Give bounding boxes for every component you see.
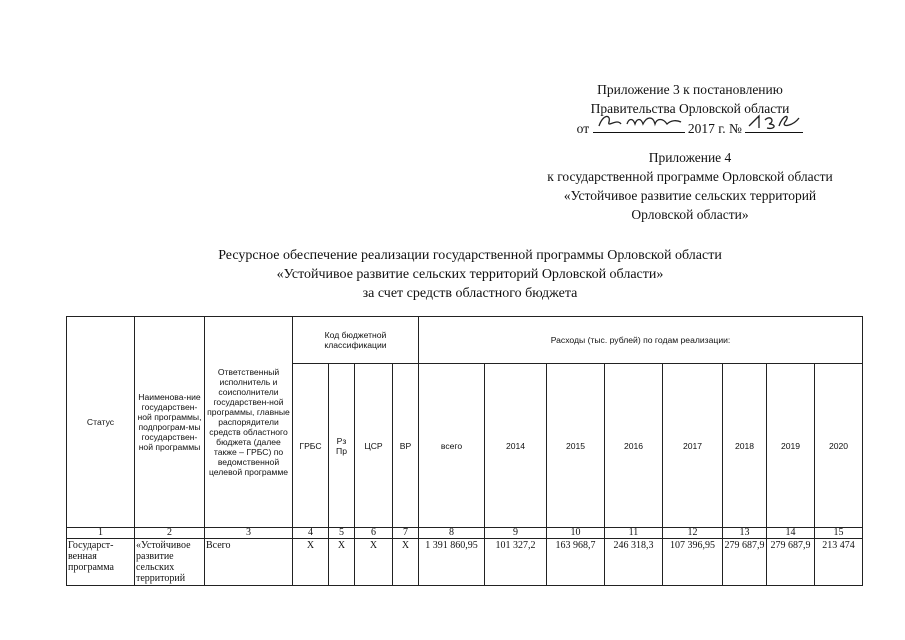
column-number: 10 bbox=[547, 528, 605, 539]
header-status: Статус bbox=[67, 317, 135, 528]
cell-vr: Х bbox=[393, 539, 419, 586]
header-year-2017: 2017 bbox=[663, 364, 723, 528]
cell-2016: 246 318,3 bbox=[605, 539, 663, 586]
cell-2018: 279 687,9 bbox=[723, 539, 767, 586]
column-number: 5 bbox=[329, 528, 355, 539]
header-vr: ВР bbox=[393, 364, 419, 528]
column-number: 2 bbox=[135, 528, 205, 539]
cell-2014: 101 327,2 bbox=[485, 539, 547, 586]
header-year-2020: 2020 bbox=[815, 364, 863, 528]
header-responsible: Ответственный исполнитель и соисполнители государствен-ной программы, главные распорядители средств областного бюджета (далее также – ГРБС) по ведомственной целевой программе bbox=[205, 317, 293, 528]
header-year-2016: 2016 bbox=[605, 364, 663, 528]
appendix-4-line3: «Устойчивое развитие сельских территорий bbox=[563, 188, 817, 203]
header-year-2015: 2015 bbox=[547, 364, 605, 528]
header-year-2014: 2014 bbox=[485, 364, 547, 528]
cell-total: 1 391 860,95 bbox=[419, 539, 485, 586]
cell-2017: 107 396,95 bbox=[663, 539, 723, 586]
document-title bbox=[140, 246, 800, 303]
cell-rzpr: Х bbox=[329, 539, 355, 586]
column-number: 9 bbox=[485, 528, 547, 539]
cell-status: Государст-венная программа bbox=[67, 539, 135, 586]
appendix-4-header bbox=[510, 148, 870, 224]
cell-grbs: Х bbox=[293, 539, 329, 586]
column-number: 8 bbox=[419, 528, 485, 539]
header-year-2019: 2019 bbox=[767, 364, 815, 528]
title-line3: за счет средств областного бюджета bbox=[362, 286, 578, 301]
appendix-3-line1: Приложение 3 к постановлению bbox=[597, 82, 783, 97]
cell-2019: 279 687,9 bbox=[767, 539, 815, 586]
handwritten-date-signature bbox=[593, 118, 685, 133]
header-expenses: Расходы (тыс. рублей) по годам реализации: bbox=[419, 317, 863, 364]
appendix-3-date-line bbox=[560, 118, 820, 138]
year-number-label: 2017 г. № bbox=[687, 121, 742, 136]
header-total: всего bbox=[419, 364, 485, 528]
column-number: 1 bbox=[67, 528, 135, 539]
title-line1: Ресурсное обеспечение реализации государственной программы Орловской области bbox=[218, 248, 722, 263]
header-grbs: ГРБС bbox=[293, 364, 329, 528]
appendix-3-line2: Правительства Орловской области bbox=[590, 101, 790, 116]
header-csr: ЦСР bbox=[355, 364, 393, 528]
header-rzpr: Рз Пр bbox=[329, 364, 355, 528]
cell-responsible: Всего bbox=[205, 539, 293, 586]
appendix-3-header bbox=[560, 80, 820, 138]
column-number-row bbox=[67, 528, 863, 539]
handwritten-number-signature bbox=[745, 118, 803, 133]
column-number: 14 bbox=[767, 528, 815, 539]
cell-name: «Устойчивое развитие сельских территорий bbox=[135, 539, 205, 586]
title-line2: «Устойчивое развитие сельских территорий Орловской области» bbox=[276, 267, 664, 282]
column-number: 15 bbox=[815, 528, 863, 539]
column-number: 3 bbox=[205, 528, 293, 539]
header-name: Наименова-ние государствен-ной программы, подпрограм-мы государствен-ной программы bbox=[135, 317, 205, 528]
header-year-2018: 2018 bbox=[723, 364, 767, 528]
appendix-4-line4: Орловской области» bbox=[631, 207, 749, 222]
column-number: 13 bbox=[723, 528, 767, 539]
appendix-4-line2: к государственной программе Орловской области bbox=[547, 169, 833, 184]
column-number: 4 bbox=[293, 528, 329, 539]
resource-table bbox=[66, 316, 863, 586]
column-number: 11 bbox=[605, 528, 663, 539]
cell-2015: 163 968,7 bbox=[547, 539, 605, 586]
cell-csr: Х bbox=[355, 539, 393, 586]
column-number: 7 bbox=[393, 528, 419, 539]
appendix-4-line1: Приложение 4 bbox=[648, 150, 732, 165]
table-row bbox=[67, 539, 863, 586]
column-number: 6 bbox=[355, 528, 393, 539]
header-budget-code: Код бюджетной классификации bbox=[293, 317, 419, 364]
from-label: от bbox=[576, 121, 590, 136]
cell-2020: 213 474 bbox=[815, 539, 863, 586]
column-number: 12 bbox=[663, 528, 723, 539]
